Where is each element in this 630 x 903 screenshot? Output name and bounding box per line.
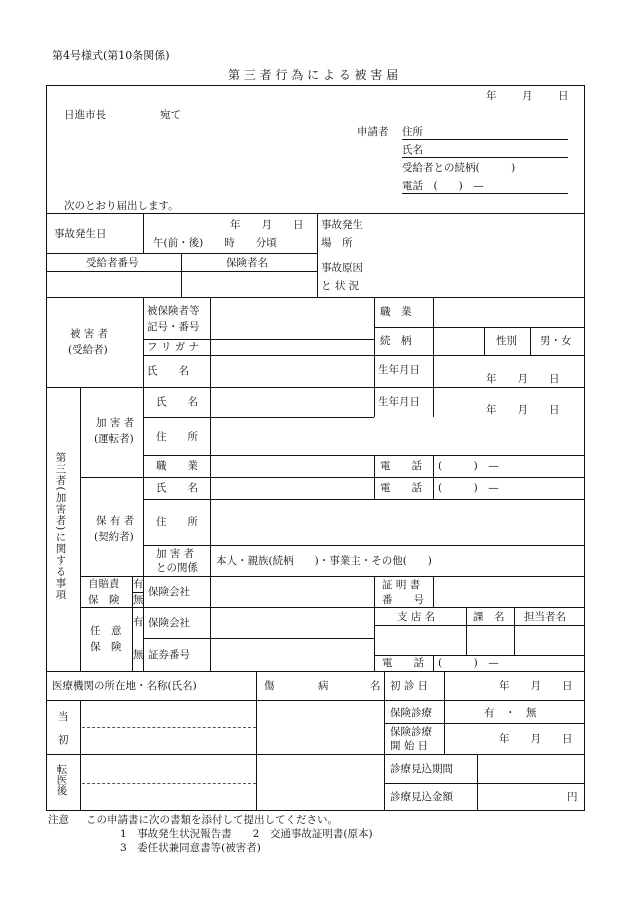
injury-label-2: 病 <box>318 680 329 692</box>
insurance-treatment-label: 保険診療 <box>390 707 432 719</box>
injury-label-3: 名 <box>370 680 381 692</box>
expected-period-label: 診療見込期間 <box>390 763 453 775</box>
compulsory-insurance-label-1: 自賠責 <box>88 578 120 590</box>
section-label: 課 名 <box>473 611 505 623</box>
compulsory-insurance-company-label: 保険会社 <box>148 586 190 598</box>
relation-label-1: 加 害 者 <box>156 548 195 560</box>
branch-label: 支 店 名 <box>397 611 436 623</box>
perpetrator-phone-label: 電 話 <box>380 460 422 472</box>
date-day-label: 日 <box>558 90 569 102</box>
applicant-label: 申請者 <box>357 126 389 138</box>
victim-name-label: 氏 名 <box>147 365 189 377</box>
perpetrator-label: 加 害 者 <box>96 417 135 429</box>
initial-label-2: 初 <box>58 734 69 746</box>
relation-options: 本人・親族(続柄 )・事業主・その他( ) <box>216 555 432 567</box>
compulsory-yes: 有 <box>133 578 144 590</box>
first-visit-ymd: 年 月 日 <box>499 680 573 692</box>
owner-name-label: 氏 名 <box>156 482 198 494</box>
voluntary-insurance-company-label: 保険会社 <box>148 617 190 629</box>
accident-date-label: 事故発生日 <box>54 228 107 240</box>
voluntary-yes: 有 <box>133 616 144 628</box>
sex-value: 男・女 <box>540 335 572 347</box>
note-text: この申請書に次の書類を添付して提出してください。 <box>86 814 338 826</box>
applicant-name-label: 氏名 <box>402 144 423 156</box>
applicant-address-label: 住所 <box>402 126 423 138</box>
phone-label: 電話 ( ) — <box>402 180 484 192</box>
perpetrator-phone-fmt: ( ) — <box>438 460 499 472</box>
expected-amount-label: 診療見込金額 <box>390 791 453 803</box>
victim-relation-label: 続 柄 <box>380 335 412 347</box>
addressee-suffix: 宛て <box>160 109 181 121</box>
perpetrator-birth-label: 生年月日 <box>378 396 420 408</box>
third-party-section-label: 第三者(加害者)に関する事項 <box>54 452 67 601</box>
victim-group-label: 被 害 者 <box>70 328 109 340</box>
certificate-label-2: 番 号 <box>382 594 424 606</box>
perpetrator-name-label: 氏 名 <box>156 396 198 408</box>
voluntary-insurance-label-2: 保 険 <box>90 641 122 653</box>
owner-phone-label: 電 話 <box>380 482 422 494</box>
first-visit-label: 初 診 日 <box>390 680 429 692</box>
addressee: 日進市長 <box>64 109 106 121</box>
relation-label-2: との関係 <box>156 562 198 574</box>
insurance-treatment-yes-no: 有 ・ 無 <box>484 707 537 719</box>
sex-label: 性別 <box>496 335 517 347</box>
perpetrator-occupation-label: 職 業 <box>156 460 198 472</box>
beneficiary-number-label: 受給者番号 <box>86 257 139 269</box>
treatment-start-ymd: 年 月 日 <box>499 733 573 745</box>
date-month-label: 月 <box>522 90 533 102</box>
victim-birth-label: 生年月日 <box>378 364 420 376</box>
yen-label: 円 <box>567 791 578 803</box>
voluntary-no: 無 <box>133 649 144 661</box>
treatment-start-label-1: 保険診療 <box>390 726 432 738</box>
owner-label: 保 有 者 <box>96 515 135 527</box>
insurer-name-label: 保険者名 <box>226 257 268 269</box>
accident-cause-label-1: 事故原因 <box>321 262 363 274</box>
staff-label: 担当者名 <box>524 611 566 623</box>
voluntary-phone-fmt: ( ) — <box>438 657 499 669</box>
perpetrator-address-label: 住 所 <box>156 431 198 443</box>
owner-address-label: 住 所 <box>156 516 198 528</box>
initial-label-1: 当 <box>58 711 69 723</box>
accident-place-label-2: 場 所 <box>321 237 353 249</box>
compulsory-insurance-label-2: 保 険 <box>88 594 120 606</box>
furigana-label: フ リ ガ ナ <box>147 341 200 353</box>
compulsory-no: 無 <box>133 594 144 606</box>
owner-sub: (契約者) <box>94 531 134 543</box>
relationship-label: 受給者との続柄( ) <box>402 162 516 174</box>
accident-place-label-1: 事故発生 <box>321 219 363 231</box>
statement: 次のとおり届出します。 <box>64 200 179 212</box>
form-title: 第 三 者 行 為 に よ る 被 害 届 <box>228 68 399 82</box>
date-year-label: 年 <box>486 90 497 102</box>
perpetrator-sub: (運転者) <box>94 433 134 445</box>
form-number: 第4号様式(第10条関係) <box>52 49 170 62</box>
note-item-2: 3 委任状兼同意書等(被害者) <box>120 842 261 854</box>
victim-group-sub: (受給者) <box>68 344 108 356</box>
note-label: 注意 <box>48 814 69 826</box>
owner-phone-fmt: ( ) — <box>438 482 499 494</box>
institution-label: 医療機関の所在地・名称(氏名) <box>52 680 197 692</box>
victim-occupation-label: 職 業 <box>380 306 412 318</box>
certificate-label-1: 証 明 書 <box>382 579 421 591</box>
policy-number-label: 証券番号 <box>148 649 190 661</box>
insured-symbol-label-2: 記号・番号 <box>147 321 200 333</box>
accident-time: 午(前・後) 時 分頃 <box>153 237 277 249</box>
perpetrator-birth-ymd: 年 月 日 <box>486 404 560 416</box>
insured-symbol-label-1: 被保険者等 <box>147 305 200 317</box>
victim-birth-ymd: 年 月 日 <box>486 373 560 385</box>
transfer-label: 転医後 <box>55 764 68 796</box>
accident-cause-label-2: と 状 況 <box>321 280 360 292</box>
voluntary-insurance-label-1: 任 意 <box>90 625 122 637</box>
treatment-start-label-2: 開 始 日 <box>390 740 429 752</box>
voluntary-phone-label: 電 話 <box>382 657 424 669</box>
accident-date-ymd: 年 月 日 <box>230 219 304 231</box>
injury-label-1: 傷 <box>264 680 275 692</box>
note-item-1: 1 事故発生状況報告書 2 交通事故証明書(原本) <box>120 828 373 840</box>
